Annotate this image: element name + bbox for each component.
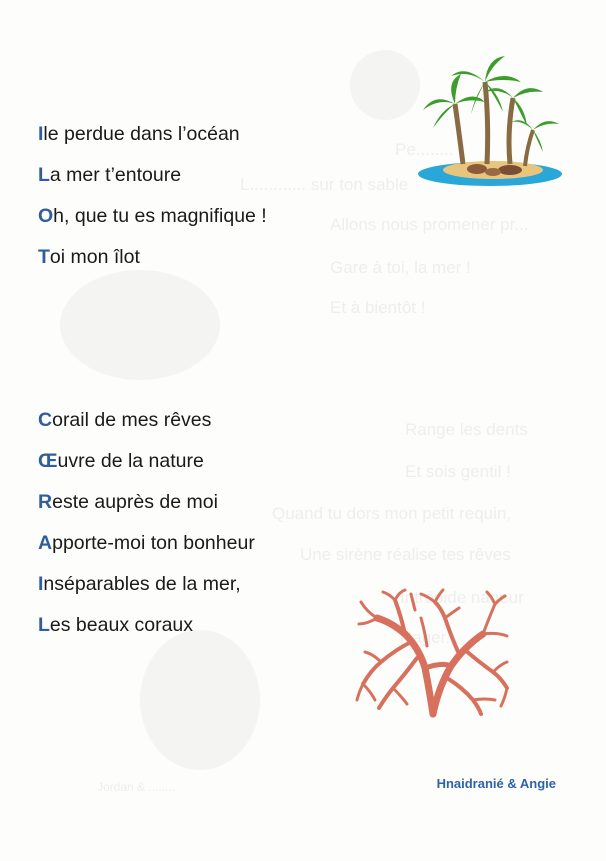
show-through-text: L............ sur ton sable [240, 175, 409, 194]
poem-line [38, 196, 267, 237]
poem-initial: I [38, 123, 44, 145]
poem-line [38, 482, 255, 523]
poem-line [38, 605, 255, 646]
poem-line [38, 400, 255, 441]
poem-line-text: oi mon îlot [49, 246, 140, 268]
author-signature: Hnaidranié & Angie [436, 776, 556, 791]
acrostic-poem-corail [38, 400, 255, 646]
poem-line [38, 155, 267, 196]
show-through-text: Gare à toi, la mer ! [330, 258, 471, 277]
poem-initial: C [38, 409, 53, 431]
poem-line-text: este auprès de moi [52, 491, 218, 513]
poem-initial: A [38, 532, 53, 554]
show-through-blob [350, 50, 420, 120]
show-through-text: Jordan & ........ [97, 780, 176, 794]
poem-line-text: h, que tu es magnifique ! [53, 205, 267, 227]
poem-line [38, 237, 267, 278]
poem-line-text: uvre de la nature [57, 450, 204, 472]
poem-line-text: es beaux coraux [49, 614, 194, 636]
poem-initial: O [38, 205, 54, 227]
show-through-text: Intrépide nageur [400, 588, 524, 607]
poem-line [38, 564, 255, 605]
poem-line-text: nséparables de la mer, [43, 573, 241, 595]
poem-line [38, 114, 267, 155]
poem-initial: T [38, 246, 50, 268]
poem-initial: R [38, 491, 53, 513]
show-through-text: Pe........ [395, 140, 454, 159]
island-palm-illustration [415, 52, 565, 192]
poem-line-text: orail de mes rêves [52, 409, 212, 431]
poem-initial: Œ [38, 450, 58, 472]
coral-illustration [355, 588, 510, 718]
show-through-blob [60, 270, 220, 380]
show-through-text: Une sirène réalise tes rêves [300, 545, 511, 564]
poem-initial: L [38, 164, 50, 186]
poem-line-text: pporte-moi ton bonheur [52, 532, 255, 554]
poem-initial: L [38, 614, 50, 636]
show-through-text: Et à bientôt ! [330, 298, 426, 317]
poem-line-text: a mer t’entoure [49, 164, 182, 186]
poem-initial: I [38, 573, 44, 595]
poem-line-text: le perdue dans l’océan [43, 123, 240, 145]
show-through-text: Nager... [400, 628, 460, 647]
show-through-text: Range les dents [405, 420, 528, 439]
poem-line [38, 441, 255, 482]
show-through-text: Quand tu dors mon petit requin, [272, 504, 512, 523]
show-through-blob [140, 630, 260, 770]
acrostic-poem-ilot [38, 114, 267, 278]
show-through-text: Allons nous promener pr... [330, 215, 529, 234]
poem-line [38, 523, 255, 564]
show-through-text: Et sois gentil ! [405, 462, 511, 481]
